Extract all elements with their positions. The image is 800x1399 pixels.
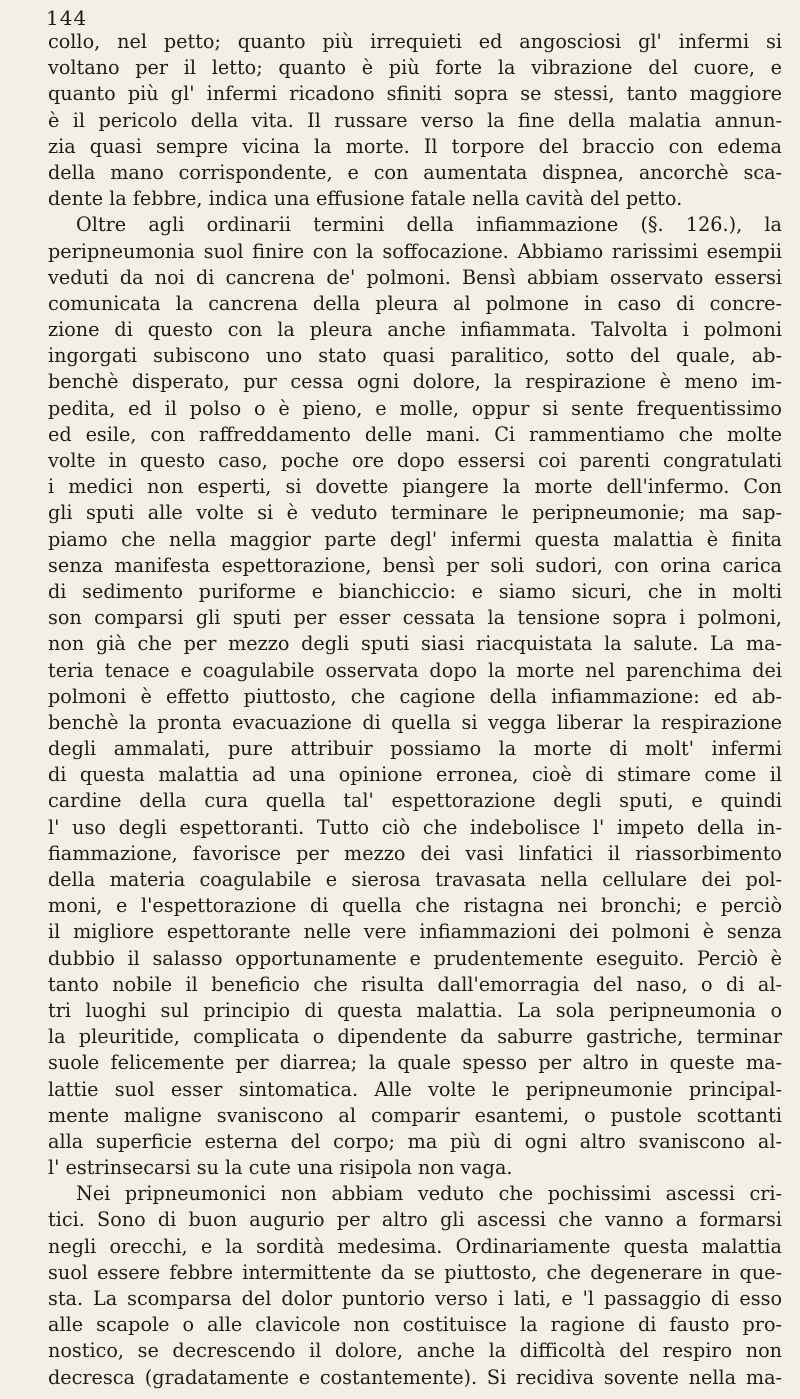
text-line: l' uso degli espettoranti. Tutto ciò che indebolisce l' impeto della in-	[48, 815, 782, 839]
text-line: il migliore espettorante nelle vere infiammazioni dei polmoni è senza	[48, 920, 782, 944]
text-line: zione di questo con la pleura anche infiammata. Talvolta i polmoni	[48, 318, 782, 342]
text-line: suol essere febbre intermittente da se piuttosto, che degenerare in que-	[48, 1260, 782, 1284]
body-text	[48, 29, 782, 1391]
text-line: piamo che nella maggior parte degl' infermi questa malattia è finita	[48, 527, 782, 551]
text-line: i medici non esperti, si dovette piangere la morte dell'infermo. Con	[48, 475, 782, 499]
text-line: nostico, se decrescendo il dolore, anche la difficoltà del respiro non	[48, 1339, 782, 1363]
text-line: sta. La scomparsa del dolor puntorio verso i lati, e 'l passaggio di esso	[48, 1287, 782, 1310]
text-line: alle scapole o alle clavicole non costituisce la ragione di fausto pro-	[48, 1313, 782, 1337]
text-line: di questa malattia ad una opinione erronea, cioè di stimare come il	[48, 763, 782, 787]
text-line: benchè la pronta evacuazione di quella si vegga liberar la respirazione	[48, 710, 782, 734]
page-number: 144	[46, 6, 88, 30]
text-line: pedita, ed il polso o è pieno, e molle, oppur si sente frequentissimo	[48, 396, 782, 420]
text-line: benchè disperato, pur cessa ogni dolore, la respirazione è meno im-	[48, 370, 782, 394]
text-line: cardine della cura quella tal' espettorazione degli sputi, e quindi	[48, 789, 782, 813]
text-line: l' estrinsecarsi su la cute una risipola non vaga.	[48, 1156, 513, 1180]
text-line: negli orecchi, e la sordità medesima. Ordinariamente questa malattia	[48, 1234, 782, 1258]
text-line: ingorgati subiscono uno stato quasi paralitico, sotto del quale, ab-	[48, 344, 782, 368]
text-line: della materia coagulabile e sierosa travasata nella cellulare dei pol-	[48, 868, 782, 891]
text-line: di sedimento puriforme e bianchiccio: e siamo sicuri, che in molti	[48, 579, 782, 603]
text-line: tici. Sono di buon augurio per altro gli ascessi che vanno a formarsi	[48, 1208, 782, 1232]
text-line: non già che per mezzo degli sputi siasi riacquistata la salute. La ma-	[48, 632, 782, 656]
text-line: son comparsi gli sputi per esser cessata la tensione sopra i polmoni,	[48, 606, 782, 630]
text-line: lattie suol esser sintomatica. Alle volte le peripneumonie principal-	[48, 1077, 782, 1101]
text-line: dubbio il salasso opportunamente e prudentemente eseguito. Perciò è	[48, 946, 782, 970]
text-line: veduti da noi di cancrena de' polmoni. Bensì abbiam osservato essersi	[48, 265, 782, 289]
text-line: zia quasi sempre vicina la morte. Il torpore del braccio con edema	[48, 134, 782, 158]
text-line: senza manifesta espettorazione, bensì per soli sudori, con orina carica	[48, 553, 782, 577]
paragraph-start-line: Oltre agli ordinarii termini della infiammazione (§. 126.), la	[76, 213, 782, 237]
text-line: quanto più gl' infermi ricadono sfiniti sopra se stessi, tanto maggiore	[48, 82, 782, 106]
text-line: volte in questo caso, poche ore dopo essersi coi parenti congratulati	[48, 449, 782, 472]
text-line: gli sputi alle volte si è veduto terminare le peripneumonie; ma sap-	[48, 501, 782, 525]
text-line: voltano per il letto; quanto è più forte la vibrazione del cuore, e	[48, 56, 782, 80]
text-line: teria tenace e coagulabile osservata dopo la morte nel parenchima dei	[48, 658, 782, 682]
text-line: moni, e l'espettorazione di quella che ristagna nei bronchi; e perciò	[48, 894, 782, 918]
text-line: tanto nobile il beneficio che risulta dall'emorragia del naso, o di al-	[48, 972, 782, 996]
text-line: comunicata la cancrena della pleura al polmone in caso di concre-	[48, 291, 782, 315]
text-line: fiammazione, favorisce per mezzo dei vasi linfatici il riassorbimento	[48, 841, 782, 865]
text-line: la pleuritide, complicata o dipendente da saburre gastriche, terminar	[48, 1025, 782, 1049]
text-line: tri luoghi sul principio di questa malattia. La sola peripneumonia o	[48, 998, 782, 1022]
paragraph-start-line: Nei pripneumonici non abbiam veduto che pochissimi ascessi cri-	[76, 1182, 782, 1206]
text-line: alla superficie esterna del corpo; ma più di ogni altro svaniscono al-	[48, 1129, 782, 1153]
text-line: della mano corrispondente, e con aumentata dispnea, ancorchè sca-	[48, 160, 782, 184]
text-line: suole felicemente per diarrea; la quale spesso per altro in queste ma-	[48, 1051, 782, 1075]
text-line: polmoni è effetto piuttosto, che cagione della infiammazione: ed ab-	[48, 684, 782, 708]
text-line: collo, nel petto; quanto più irrequieti ed angosciosi gl' infermi si	[48, 30, 782, 53]
text-line: dente la febbre, indica una effusione fatale nella cavità del petto.	[48, 187, 683, 211]
text-line: mente maligne svaniscono al comparir esantemi, o pustole scottanti	[48, 1103, 782, 1127]
text-line: peripneumonia suol finire con la soffocazione. Abbiamo rarissimi esempii	[48, 239, 782, 263]
text-line: ed esile, con raffreddamento delle mani. Ci rammentiamo che molte	[48, 422, 782, 446]
text-line: degli ammalati, pure attribuir possiamo la morte di molt' infermi	[48, 737, 782, 761]
text-line: è il pericolo della vita. Il russare verso la fine della malatia annun-	[48, 108, 782, 132]
text-line: decresca (gradatamente e costantemente). Si recidiva sovente nella ma-	[48, 1365, 782, 1389]
